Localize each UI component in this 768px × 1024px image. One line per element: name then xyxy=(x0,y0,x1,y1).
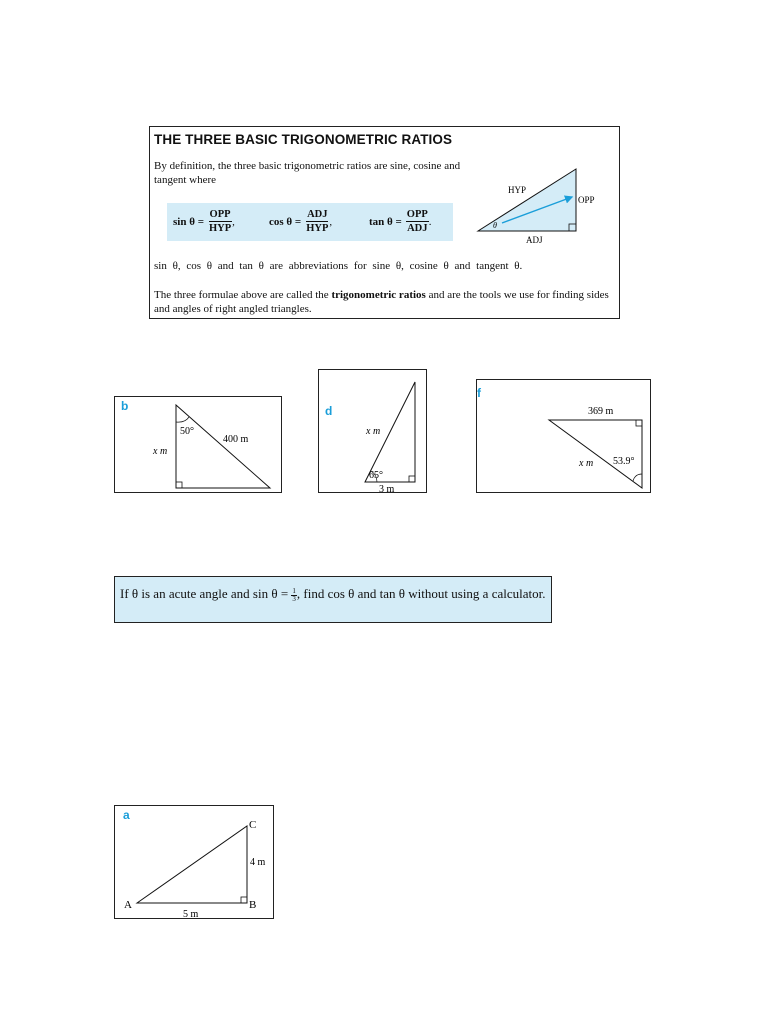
question-denominator: 3 xyxy=(292,594,296,603)
triangle-f-angle: 53.9° xyxy=(613,456,635,467)
triangle-d-box xyxy=(318,369,427,493)
triangle-f-top: 369 m xyxy=(588,406,614,417)
triangle-a-letter: a xyxy=(123,808,130,822)
triangle-d-side: x m xyxy=(366,426,381,437)
tangent-formula xyxy=(369,208,432,235)
definition-intro: By definition, the three basic trigonometric ratios are sine, cosine and tangent where xyxy=(154,160,461,186)
reference-triangle-diagram xyxy=(472,163,612,249)
triangle-d-letter: d xyxy=(325,404,333,418)
definition-box xyxy=(149,126,620,319)
triangle-d-diagram xyxy=(319,370,426,492)
definition-title: THE THREE BASIC TRIGONOMETRIC RATIOS xyxy=(154,132,453,147)
note-bold: trigonometric ratios xyxy=(331,289,426,301)
question-part2: , find cos θ and tan θ without using a calculator. xyxy=(296,586,546,601)
question-part1: If θ is an acute angle and sin θ = xyxy=(120,586,292,601)
cosine-sep: , xyxy=(329,215,333,228)
triangle-f-diagram xyxy=(477,380,650,492)
triangle-d-angle: 65° xyxy=(369,470,383,481)
triangle-a-box xyxy=(114,805,274,919)
triangle-f-side: x m xyxy=(579,458,594,469)
tangent-numerator: OPP xyxy=(406,209,428,220)
cosine-numerator: ADJ xyxy=(307,209,328,220)
sine-denominator: HYP xyxy=(208,223,232,234)
vertex-a-label: A xyxy=(124,899,132,911)
triangle-b-side: x m xyxy=(153,446,168,457)
opp-label: OPP xyxy=(578,195,595,205)
cosine-lhs: cos θ = xyxy=(269,215,302,228)
triangle-b-box xyxy=(114,396,282,493)
sine-numerator: OPP xyxy=(209,209,231,220)
triangle-b-diagram xyxy=(115,397,281,492)
question-numerator: 1 xyxy=(292,586,296,595)
triangle-b-angle: 50° xyxy=(180,426,194,437)
triangle-a-base: 5 m xyxy=(183,909,199,918)
triangle-d-base: 3 m xyxy=(379,484,395,492)
tangent-fraction xyxy=(406,208,429,235)
sine-fraction xyxy=(208,208,232,235)
sine-sep: , xyxy=(232,215,235,228)
right-angle-mark xyxy=(636,420,642,426)
sine-lhs: sin θ = xyxy=(173,215,204,228)
triangle-f-box xyxy=(476,379,651,493)
question-text xyxy=(120,585,548,603)
triangle-b-hyp: 400 m xyxy=(223,434,249,445)
cosine-formula xyxy=(269,208,332,235)
vertex-c-label: C xyxy=(249,819,257,831)
hyp-label: HYP xyxy=(508,185,527,195)
cosine-fraction xyxy=(305,208,329,235)
triangle-a-diagram xyxy=(115,806,273,918)
tangent-sep: . xyxy=(428,215,432,228)
right-angle-mark xyxy=(176,482,182,488)
triangle-f-letter: f xyxy=(477,386,481,400)
angle-arc xyxy=(633,474,642,481)
ratios-note xyxy=(154,289,616,316)
triangle-a xyxy=(137,826,247,903)
triangle-b-letter: b xyxy=(121,399,129,413)
theta-label: θ xyxy=(493,221,497,230)
triangle-f xyxy=(549,420,642,488)
tangent-lhs: tan θ = xyxy=(369,215,402,228)
cosine-denominator: HYP xyxy=(306,223,329,234)
question-box xyxy=(114,576,552,623)
formula-band xyxy=(167,203,453,241)
abbreviations-line: sin θ, cos θ and tan θ are abbreviations for sine θ, cosine θ and tangent θ. xyxy=(154,260,523,272)
right-angle-mark xyxy=(241,897,247,903)
sine-formula xyxy=(173,208,235,235)
triangle-a-vert: 4 m xyxy=(250,857,266,868)
note-before: The three formulae above are called the xyxy=(154,289,332,301)
vertex-b-label: B xyxy=(249,899,257,911)
tangent-denominator: ADJ xyxy=(407,223,428,234)
triangle-b xyxy=(176,405,270,488)
adj-label: ADJ xyxy=(526,235,543,245)
right-angle-mark xyxy=(409,476,415,482)
angle-arc xyxy=(176,417,189,422)
note-after: and are the tools we use for finding sides and angles of right angled triangles. xyxy=(154,289,609,315)
